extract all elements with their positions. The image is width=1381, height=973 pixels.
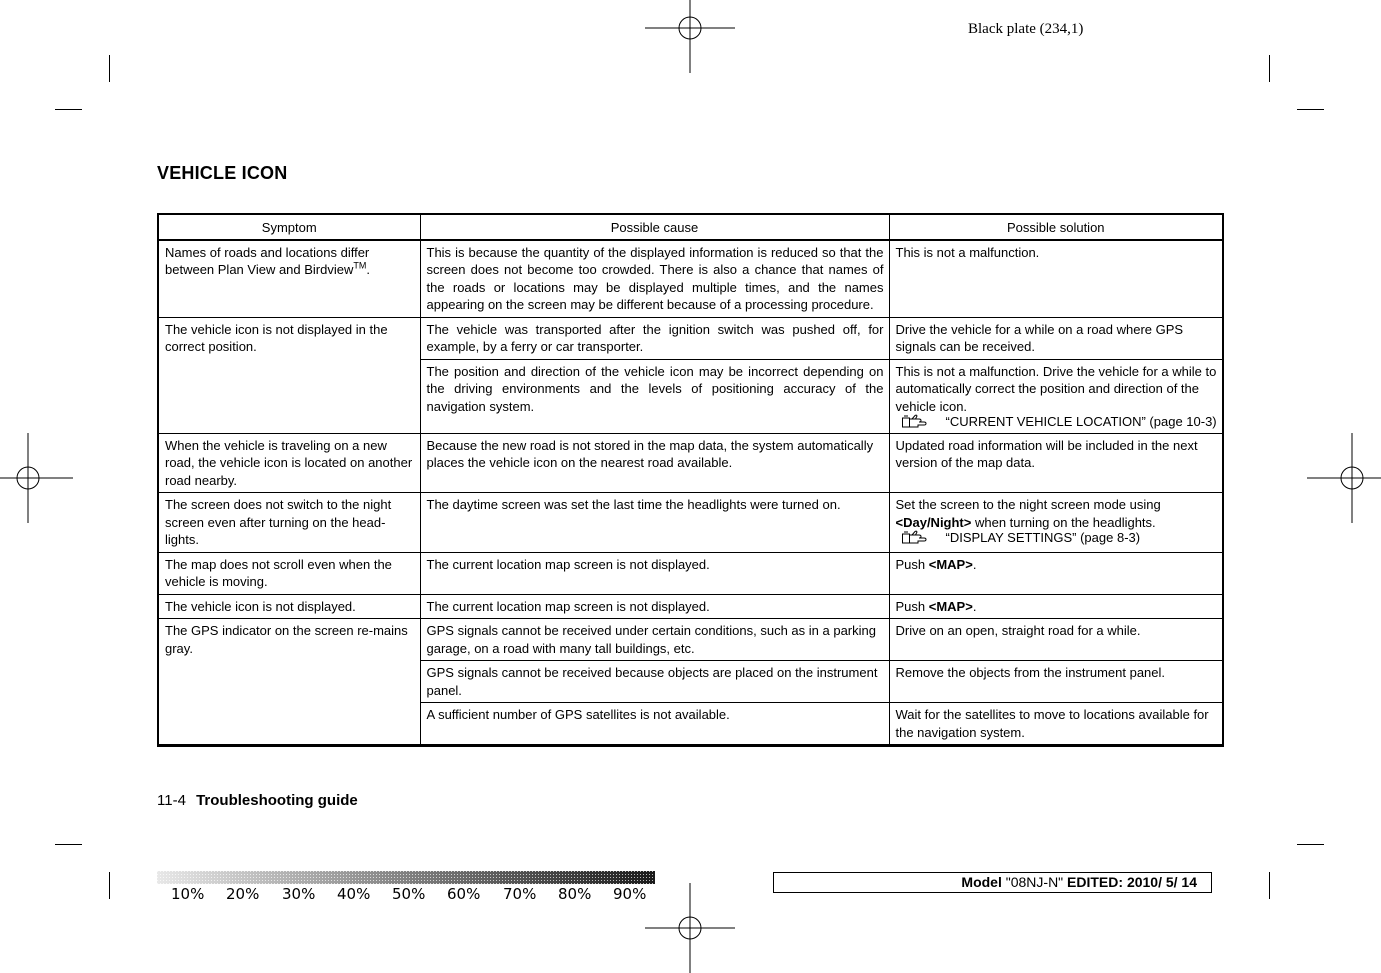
symptom-cell: Names of roads and locations differ between Plan View and Birdview™. [158,240,420,318]
crop-mark-top-right-v [1269,55,1270,82]
cause-cell: GPS signals cannot be received because objects are placed on the instrument panel. [420,661,889,703]
header-possible-solution: Possible solution [889,214,1223,240]
symptom-cell: The vehicle icon is not displayed in the correct position. [158,317,420,433]
symptom-cell: The GPS indicator on the screen re-mains gray. [158,619,420,746]
troubleshooting-table [157,213,1224,747]
crop-mark-bottom-right-h [1297,844,1324,845]
registration-mark-left-icon [0,433,73,523]
solution-cell: Remove the objects from the instrument panel. [889,661,1223,703]
tint-percent-label: 10% [171,885,205,903]
tint-percent-label: 40% [337,885,371,903]
solution-cell: This is not a malfunction. [889,240,1223,318]
page-reference: “CURRENT VEHICLE LOCATION” (page 10-3) [896,414,1218,430]
tint-percent-label: 80% [558,885,592,903]
cause-cell: Because the new road is not stored in the map data, the system automatically places the vehicle icon on the nearest road available. [420,433,889,493]
cause-cell: The current location map screen is not displayed. [420,594,889,619]
table-row [158,493,1223,553]
plate-label: Black plate (234,1) [968,21,1084,37]
table-row [158,317,1223,359]
section-title: VEHICLE ICON [157,163,288,183]
crop-mark-bottom-left-v [109,872,110,899]
crop-mark-bottom-right-v [1269,872,1270,899]
table-row [158,240,1223,318]
crop-mark-bottom-left-h [55,844,82,845]
pointing-hand-icon [902,530,930,545]
cause-cell: The daytime screen was set the last time the headlights were turned on. [420,493,889,553]
symptom-cell: The map does not scroll even when the vehicle is moving. [158,552,420,594]
registration-mark-top-icon [645,0,735,73]
tint-percent-label: 70% [503,885,537,903]
footer-section-title: Troubleshooting guide [196,792,358,809]
solution-cell: Wait for the satellites to move to locations available for the navigation system. [889,703,1223,746]
cause-cell: The vehicle was transported after the ignition switch was pushed off, for example, by a ferry or car transporter. [420,317,889,359]
table-row [158,552,1223,594]
cause-cell: A sufficient number of GPS satellites is not available. [420,703,889,746]
map-key: <MAP> [928,598,973,614]
table-row [158,433,1223,493]
crop-mark-top-left-v [109,55,110,82]
solution-cell: Push <MAP>. [889,552,1223,594]
registration-mark-bottom-icon [645,883,735,973]
tint-percent-label: 50% [392,885,426,903]
registration-mark-right-icon [1307,433,1381,523]
symptom-cell: The vehicle icon is not displayed. [158,594,420,619]
cause-cell: This is because the quantity of the displayed information is reduced so that the screen does not become too crowded. There is also a chance that names of the roads or locations may be displayed multiple times, and the names appearing on the screen may be different because of a processing procedure. [420,240,889,318]
cause-cell: The current location map screen is not displayed. [420,552,889,594]
symptom-cell: When the vehicle is traveling on a new road, the vehicle icon is located on another road nearby. [158,433,420,493]
solution-cell: Set the screen to the night screen mode using <Day/Night> when turning on the headlights. “DISPLAY SETTINGS” (page 8-3) [889,493,1223,553]
map-key: <MAP> [928,556,973,572]
solution-cell: Push <MAP>. [889,594,1223,619]
tint-scale-bar [157,871,655,884]
table-row [158,594,1223,619]
page-reference: “DISPLAY SETTINGS” (page 8-3) [896,530,1218,546]
table-header-row [158,214,1223,240]
page-number: 11-4 [157,792,186,809]
tint-percent-label: 60% [447,885,481,903]
cause-cell: The position and direction of the vehicle icon may be incorrect depending on the driving environments and the levels of positioning accuracy of the navigation system. [420,359,889,433]
solution-cell: Drive on an open, straight road for a while. [889,619,1223,661]
header-symptom: Symptom [158,214,420,240]
page-footer [157,792,358,809]
header-possible-cause: Possible cause [420,214,889,240]
tint-percent-label: 30% [282,885,316,903]
solution-cell: This is not a malfunction. Drive the vehicle for a while to automatically correct the position and direction of the vehicle icon. “CURRENT VEHICLE LOCATION” (page 10-3) [889,359,1223,433]
crop-mark-top-right-h [1297,109,1324,110]
model-info-box: Model "08NJ-N" EDITED: 2010/ 5/ 14 [773,872,1212,893]
day-night-key: <Day/Night> [895,514,972,530]
crop-mark-top-left-h [55,109,82,110]
cause-cell: GPS signals cannot be received under certain conditions, such as in a parking garage, on a road with many tall buildings, etc. [420,619,889,661]
symptom-cell: The screen does not switch to the night screen even after turning on the head-lights. [158,493,420,553]
tint-percent-label: 90% [613,885,647,903]
solution-cell: Drive the vehicle for a while on a road where GPS signals can be received. [889,317,1223,359]
table-row [158,619,1223,661]
pointing-hand-icon [902,414,930,429]
tint-percent-label: 20% [226,885,260,903]
solution-cell: Updated road information will be included in the next version of the map data. [889,433,1223,493]
